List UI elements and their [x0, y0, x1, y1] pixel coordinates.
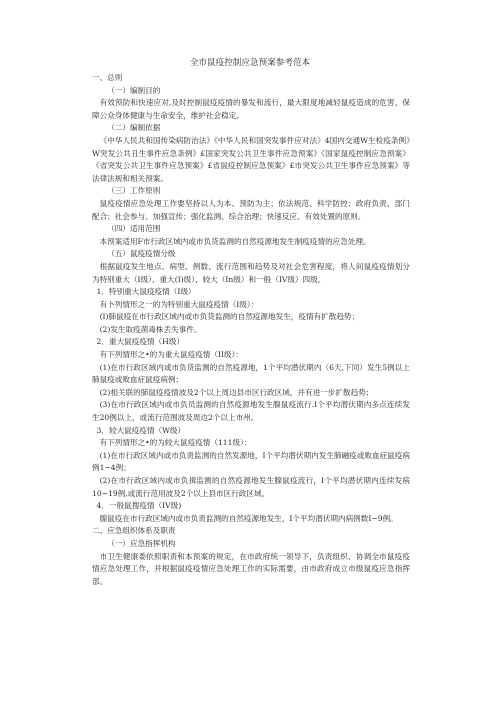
body-paragraph: 根据鼠疫发生地点、病型、例数、流行范围和趋势及对社会危害程度，将人间鼠疫疫情划分为特别重大（I级）、重大(I)级）、较大（In级）和一般（IV级）四级。	[92, 261, 410, 284]
section-heading: 二、应急组织体系及职责	[92, 526, 176, 536]
subsection-heading: （五）鼠疫疫情分级	[107, 249, 176, 259]
body-paragraph: 市卫生健康委依照职责和本预案的规定，在市政府统一领导下，负责组织、协调全市鼠疫疫情应急处理工作，并根据鼠疫疫情应急处理工作的实际需要，由市政府成立市级鼠疫应急指挥部。	[92, 551, 410, 586]
level-heading: 1．特别重大鼠疫疫情（I级）	[96, 287, 196, 297]
subsection-heading: （一）应急指挥机构	[107, 538, 176, 548]
subsection-heading: （四）适用范围	[107, 224, 161, 234]
body-paragraph: 有效预防和快速应对,及时控制鼠疫疫情的暴发和流行，最大限度地减轻鼠疫造成的危害，保障公众身体健康与生命安全，维护社会稳定。	[92, 98, 410, 120]
list-item: (2)相关联的肺鼠疫疫情波及2个以上周边县市区行政区域，并有进一步扩散趋势；	[99, 387, 374, 397]
list-item: (2)发生取疫菌毒株丢失事件。	[99, 324, 202, 334]
body-paragraph: 本预案适用F市行政区域内或市负货监测的自然疫源地发生制疫疫情的应急处理。	[99, 236, 371, 246]
body-paragraph: 腺鼠疫在市行政区域内或市负责监测的自然疫源地发生，I个平均潜伏期内病例数I~9例。	[99, 513, 398, 523]
body-paragraph: 有下列情形之•的为较大鼠疫疫情（111级）：	[99, 438, 252, 448]
list-item: (1)在市行政区域内或市负责监测的自然发源地，I个平均潜伏期内发生肺融疫或败血症鼠疫病例1~4例；	[92, 450, 410, 473]
list-item: (1)在市行政区域内或市负货监测的自然疫源地，1个平均潜伏期内（6天,下同）发生5例以上肺鼠疫或败血症鼠疫病例；	[92, 362, 410, 385]
body-paragraph: 《中华人民共和国传染病防治法》《中华人民和国突发事件应对法》4国内交通W生检疫条例》W突发公共丑生事件应急条例》£国家突发公共卫生事件应急预案》《国家鼠疫控制应急预案》《省突发公共卫生事件应急预案》£省鼠疫控制应急预案》£市突发公共卫生事件应急预案》等法律法规和相关预案。	[92, 135, 410, 183]
list-item: (3)在市行政区域内或市负员监测的自然疫源地发生腺鼠疫流行.I个平均潜伏期内多点连续发生20例以上，或流行范围波及周边2个以上市州。	[92, 400, 410, 423]
section-heading: 一、总则	[92, 73, 123, 82]
level-heading: 4．一般鼠搜疫情（IV级)	[96, 501, 182, 511]
subsection-heading: （一）编制目的	[107, 85, 161, 95]
level-heading: 3．较大鼠疫疫情（W级）	[96, 425, 186, 435]
document-title: 全市鼠疫控制应急预案参考范本	[189, 58, 311, 68]
body-paragraph: 鼠疫疫情应急处理工作要坚持以人为本、预防为主；依法规范、科学防控；政府负责、部门配合；社会参与、加强宣传；强化监测、综合治理；快速反应、有效处置的原则。	[92, 198, 410, 221]
subsection-heading: （二）编制依据	[107, 123, 161, 133]
list-item: (I)肺鼠疫在市行政区域内或市负货监测的自然疫源地发生，疫情有扩散趋势；	[99, 312, 360, 322]
body-paragraph: 有卜列情形之一的为特别重大鼠疫疫情（I级）：	[99, 299, 259, 309]
body-paragraph: 有下列情形之•的为重大鼠疫疫情（II级）：	[99, 350, 243, 360]
list-item: (2)在市行政区域内或市负揖监测的自然疫源地发生腺鼠疫流行，I个平均潜伏期内连续发病10~19例,或流行范用波及2个以上县市区行政区域。	[92, 476, 410, 498]
subsection-heading: （三）工作原则	[107, 186, 161, 196]
document-body	[92, 72, 410, 588]
level-heading: 2．重大鼠疫疫情（H级）	[96, 337, 184, 347]
